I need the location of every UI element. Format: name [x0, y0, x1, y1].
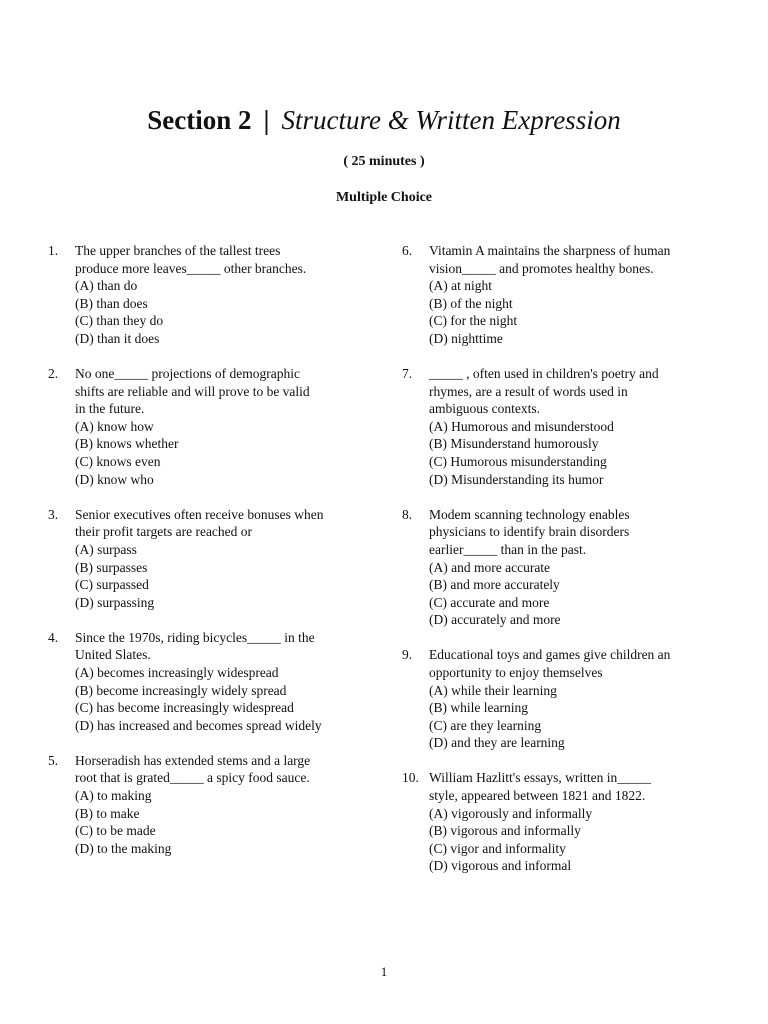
- answer-option-c: (C) surpassed: [75, 577, 149, 593]
- answer-option-b: (B) become increasingly widely spread: [75, 682, 287, 698]
- question-stem: William Hazlitt's essays, written in_____ style, appeared between 1821 and 1822.: [429, 770, 651, 804]
- answer-option-a: (A) than do: [75, 278, 138, 294]
- answer-option-d: (D) Misunderstanding its humor: [429, 471, 604, 487]
- question-stem: Senior executives often receive bonuses when their profit targets are reached or: [75, 506, 324, 540]
- question-type-label: Multiple Choice: [335, 190, 433, 205]
- answer-option-b: (B) surpasses: [75, 559, 148, 575]
- answer-option-d: (D) than it does: [75, 330, 160, 346]
- question-number: 2.: [48, 366, 59, 382]
- section-subtitle: Structure & Written Expression: [281, 105, 621, 135]
- answer-option-b: (B) to make: [75, 805, 140, 821]
- question-number: 9.: [402, 647, 413, 663]
- answer-option-b: (B) vigorous and informally: [429, 823, 581, 839]
- title-separator: |: [263, 105, 270, 135]
- question-item: [48, 365, 373, 488]
- answer-option-d: (D) accurately and more: [429, 612, 561, 628]
- answer-option-c: (C) knows even: [75, 454, 161, 470]
- question-number: 4.: [48, 629, 59, 645]
- question-stem: Vitamin A maintains the sharpness of human vision_____ and promotes healthy bones.: [429, 243, 671, 276]
- answer-option-c: (C) Humorous misunderstanding: [429, 454, 607, 470]
- question-item: [48, 629, 373, 735]
- answer-option-a: (A) vigorously and informally: [429, 805, 593, 821]
- answer-option-a: (A) becomes increasingly widespread: [75, 664, 279, 680]
- answer-option-c: (C) vigor and informality: [429, 840, 566, 856]
- answer-option-a: (A) surpass: [75, 541, 137, 557]
- answer-option-d: (D) surpassing: [75, 594, 155, 610]
- answer-option-b: (B) and more accurately: [429, 577, 560, 593]
- question-stem: Modem scanning technology enables physicians to identify brain disorders earlier_____ than in the past.: [429, 506, 630, 557]
- question-stem: _____ , often used in children's poetry and rhymes, are a result of words used in ambiguous contexts.: [429, 366, 659, 417]
- answer-option-b: (B) Misunderstand humorously: [429, 436, 599, 452]
- page-number: 1: [380, 964, 388, 979]
- question-number: 1.: [48, 243, 59, 258]
- question-item: [402, 769, 732, 875]
- answer-option-a: (A) know how: [75, 418, 154, 434]
- answer-option-d: (D) and they are learning: [429, 735, 565, 751]
- answer-option-b: (B) of the night: [429, 295, 513, 311]
- question-item: [48, 506, 373, 612]
- answer-option-d: (D) know who: [75, 471, 154, 487]
- answer-option-c: (C) than they do: [75, 313, 164, 329]
- answer-option-a: (A) while their learning: [429, 682, 557, 698]
- question-item: [48, 752, 373, 858]
- question-stem: The upper branches of the tallest trees produce more leaves_____ other branches.: [75, 243, 307, 276]
- answer-option-d: (D) nighttime: [429, 330, 503, 346]
- answer-option-b: (B) than does: [75, 295, 148, 311]
- answer-option-b: (B) while learning: [429, 700, 528, 716]
- question-number: 6.: [402, 243, 413, 258]
- answer-option-d: (D) to the making: [75, 840, 172, 856]
- question-item: [48, 242, 373, 348]
- answer-option-c: (C) to be made: [75, 823, 156, 839]
- answer-option-a: (A) Humorous and misunderstood: [429, 418, 614, 434]
- duration-label: ( 25 minutes ): [343, 154, 425, 169]
- questions-column-right: [402, 242, 732, 893]
- answer-option-a: (A) to making: [75, 788, 152, 804]
- question-stem: Horseradish has extended stems and a large root that is grated_____ a spicy food sauce.: [75, 752, 311, 786]
- answer-option-a: (A) and more accurate: [429, 559, 551, 575]
- question-stem: Since the 1970s, riding bicycles_____ in the United Slates.: [75, 629, 315, 663]
- question-number: 8.: [402, 506, 413, 522]
- question-item: [402, 646, 732, 752]
- question-item: [402, 506, 732, 629]
- page-title: [0, 100, 768, 140]
- question-item: [402, 365, 732, 488]
- question-number: 10.: [402, 770, 419, 786]
- questions-column-left: [48, 242, 373, 875]
- question-stem: Educational toys and games give children an opportunity to enjoy themselves: [429, 647, 671, 680]
- answer-option-d: (D) vigorous and informal: [429, 858, 572, 874]
- answer-option-c: (C) accurate and more: [429, 594, 550, 610]
- question-number: 7.: [402, 366, 413, 382]
- answer-option-b: (B) knows whether: [75, 436, 179, 452]
- question-stem: No one_____ projections of demographic shifts are reliable and will prove to be valid in the future.: [75, 366, 310, 417]
- question-item: [402, 242, 732, 348]
- question-number: 5.: [48, 752, 59, 768]
- question-number: 3.: [48, 506, 59, 522]
- answer-option-d: (D) has increased and becomes spread widely: [75, 717, 322, 733]
- section-label: Section 2: [147, 105, 252, 135]
- answer-option-c: (C) are they learning: [429, 717, 542, 733]
- answer-option-a: (A) at night: [429, 278, 492, 294]
- answer-option-c: (C) has become increasingly widespread: [75, 700, 294, 716]
- answer-option-c: (C) for the night: [429, 313, 518, 329]
